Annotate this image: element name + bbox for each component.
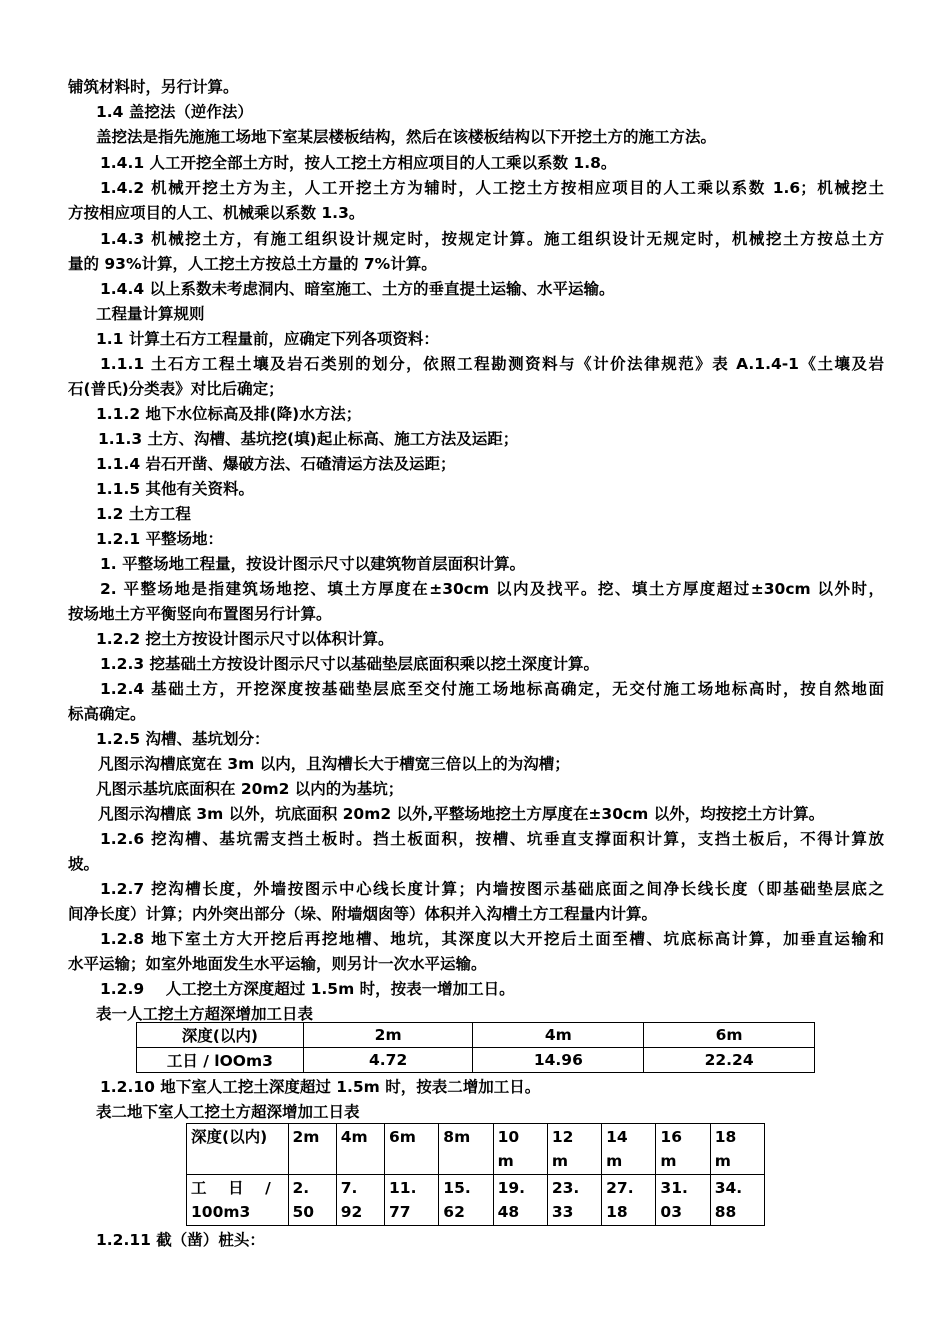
table-cell bbox=[710, 1175, 764, 1226]
table-header-cell bbox=[547, 1124, 601, 1175]
paragraph-line: 凡图示沟槽底宽在 3m 以内，且沟槽长大于槽宽三倍以上的为沟槽； bbox=[98, 755, 570, 773]
cell-line: 33 bbox=[551, 1203, 574, 1221]
cell-line: 深度(以内) bbox=[191, 1128, 268, 1146]
table-cell bbox=[656, 1175, 710, 1226]
cell-line: 50 bbox=[292, 1203, 315, 1221]
paragraph-line: 1.2.4 基础土方，开挖深度按基础垫层底至交付施工场地标高确定，无交付施工场地标高时，按自然地面 bbox=[100, 680, 884, 698]
table-header-row bbox=[187, 1124, 765, 1175]
table-cell bbox=[439, 1175, 493, 1226]
cell-line: 19. bbox=[497, 1179, 526, 1197]
table-header-cell: 6m bbox=[644, 1023, 815, 1048]
section-heading: 工程量计算规则 bbox=[96, 305, 205, 323]
table-header-row bbox=[137, 1023, 815, 1048]
table-header-cell bbox=[493, 1124, 547, 1175]
paragraph-line: 1.2.9 人工挖土方深度超过 1.5m 时，按表一增加工日。 bbox=[100, 980, 515, 998]
cell-line: 48 bbox=[497, 1203, 520, 1221]
cell-line: 10 bbox=[497, 1128, 520, 1146]
cell-line: 18 bbox=[714, 1128, 737, 1146]
cell-line: m bbox=[551, 1152, 569, 1170]
paragraph-line: 1.2.11 截（凿）桩头： bbox=[96, 1231, 265, 1249]
paragraph-line: 盖挖法是指先施施工场地下室某层楼板结构，然后在该楼板结构以下开挖土方的施工方法。 bbox=[96, 128, 717, 146]
table-cell bbox=[385, 1175, 439, 1226]
cell-line: 11. bbox=[389, 1179, 417, 1197]
cell-line: 16 bbox=[660, 1128, 682, 1146]
table-cell bbox=[336, 1175, 384, 1226]
cell-line: 03 bbox=[660, 1203, 682, 1221]
paragraph-line: 1.2.7 挖沟槽长度，外墙按图示中心线长度计算；内墙按图示基础底面之间净长线长度（即基础垫层底之 bbox=[100, 880, 884, 898]
paragraph-line: 1.1.5 其他有关资料。 bbox=[96, 480, 255, 498]
table-cell bbox=[187, 1175, 289, 1226]
paragraph-line: 铺筑材料时，另行计算。 bbox=[68, 78, 239, 96]
table-header-cell bbox=[656, 1124, 710, 1175]
cell-line: 6m bbox=[389, 1128, 416, 1146]
section-heading: 1.4 盖挖法（逆作法） bbox=[96, 103, 253, 121]
paragraph-line: 1.2.5 沟槽、基坑划分： bbox=[96, 730, 270, 748]
table-cell bbox=[288, 1175, 336, 1226]
cell-line: 2. bbox=[292, 1179, 310, 1197]
paragraph-line: 1.2.3 挖基础土方按设计图示尺寸以基础垫层底面积乘以挖土深度计算。 bbox=[100, 655, 600, 673]
cell-line: m bbox=[606, 1152, 623, 1170]
cell-line: m bbox=[714, 1152, 731, 1170]
paragraph-line: 坡。 bbox=[68, 855, 100, 873]
cell-line: m bbox=[497, 1152, 514, 1170]
cell-line: 62 bbox=[443, 1203, 465, 1221]
table-header-cell bbox=[439, 1124, 493, 1175]
cell-line: 100m3 bbox=[191, 1203, 251, 1221]
paragraph-line: 凡图示基坑底面积在 20m2 以内的为基坑； bbox=[96, 780, 404, 798]
table-caption: 表一人工挖土方超深增加工日表 bbox=[96, 1005, 314, 1023]
cell-line: 27. bbox=[606, 1179, 634, 1197]
paragraph-line: 标高确定。 bbox=[68, 705, 146, 723]
paragraph-line: 1.2.2 挖土方按设计图示尺寸以体积计算。 bbox=[96, 630, 394, 648]
table-header-cell bbox=[602, 1124, 656, 1175]
table-cell: 工日 / lOOm3 bbox=[137, 1048, 304, 1073]
cell-line: 7. bbox=[340, 1179, 358, 1197]
table-header-cell bbox=[187, 1124, 289, 1175]
cell-line: 31. bbox=[660, 1179, 688, 1197]
table-row bbox=[187, 1175, 765, 1226]
paragraph-line: 凡图示沟槽底 3m 以外，坑底面积 20m2 以外,平整场地挖土方厚度在±30cm 以外，均按挖土方计算。 bbox=[98, 805, 825, 823]
paragraph-line: 1.1.1 土石方工程土壤及岩石类别的划分，依照工程勘测资料与《计价法律规范》表 A.1.4-1《土壤及岩 bbox=[100, 355, 884, 373]
table-cell bbox=[547, 1175, 601, 1226]
paragraph-line: 1.1.4 岩石开凿、爆破方法、石碴清运方法及运距； bbox=[96, 455, 456, 473]
table-header-cell bbox=[336, 1124, 384, 1175]
table-row bbox=[137, 1048, 815, 1073]
section-heading: 1.2 土方工程 bbox=[96, 505, 191, 523]
paragraph-line: 1.1.2 地下水位标高及排(降)水方法； bbox=[96, 405, 362, 423]
paragraph-line: 量的 93%计算，人工挖土方按总土方量的 7%计算。 bbox=[68, 255, 437, 273]
table-caption: 表二地下室人工挖土方超深增加工日表 bbox=[96, 1103, 360, 1121]
cell-line: 14 bbox=[606, 1128, 628, 1146]
table-header-cell bbox=[385, 1124, 439, 1175]
paragraph-line: 1.1 计算土石方工程量前，应确定下列各项资料： bbox=[96, 330, 439, 348]
cell-line: 工 日 / bbox=[191, 1179, 271, 1197]
cell-line: 15. bbox=[443, 1179, 471, 1197]
cell-line: 18 bbox=[606, 1203, 628, 1221]
paragraph-line: 2. 平整场地是指建筑场地挖、填土方厚度在±30cm 以内及找平。挖、填土方厚度超过±30cm 以外时， bbox=[100, 580, 884, 598]
cell-line: 23. bbox=[551, 1179, 580, 1197]
paragraph-line: 1.2.1 平整场地： bbox=[96, 530, 224, 548]
paragraph-line: 石(普氏)分类表》对比后确定； bbox=[68, 380, 284, 398]
paragraph-line: 1.4.2 机械开挖土方为主，人工开挖土方为辅时，人工挖土方按相应项目的人工乘以系数 1.6；机械挖土 bbox=[100, 179, 884, 197]
table-header-cell: 深度(以内) bbox=[137, 1023, 304, 1048]
table-cell: 4.72 bbox=[303, 1048, 473, 1073]
overdepth-table-2 bbox=[186, 1123, 765, 1226]
table-header-cell: 2m bbox=[303, 1023, 473, 1048]
paragraph-line: 方按相应项目的人工、机械乘以系数 1.3。 bbox=[68, 204, 365, 222]
cell-line: 77 bbox=[389, 1203, 411, 1221]
table-cell bbox=[602, 1175, 656, 1226]
paragraph-line: 1.2.10 地下室人工挖土深度超过 1.5m 时，按表二增加工日。 bbox=[100, 1078, 541, 1096]
paragraph-line: 1.2.6 挖沟槽、基坑需支挡土板时。挡土板面积，按槽、坑垂直支撑面积计算，支挡土板后，不得计算放 bbox=[100, 830, 884, 848]
table-cell: 14.96 bbox=[473, 1048, 644, 1073]
table-header-cell bbox=[710, 1124, 764, 1175]
paragraph-line: 1.4.3 机械挖土方，有施工组织设计规定时，按规定计算。施工组织设计无规定时，机械挖土方按总土方 bbox=[100, 230, 884, 248]
cell-line: m bbox=[660, 1152, 677, 1170]
paragraph-line: 1.4.1 人工开挖全部土方时，按人工挖土方相应项目的人工乘以系数 1.8。 bbox=[100, 154, 617, 172]
cell-line: 4m bbox=[340, 1128, 368, 1146]
paragraph-line: 间净长度）计算；内外突出部分（垛、附墙烟囱等）体积并入沟槽土方工程量内计算。 bbox=[68, 905, 658, 923]
table-cell: 22.24 bbox=[644, 1048, 815, 1073]
paragraph-line: 按场地土方平衡竖向布置图另行计算。 bbox=[68, 605, 332, 623]
cell-line: 34. bbox=[714, 1179, 743, 1197]
paragraph-line: 1.4.4 以上系数未考虑洞内、暗室施工、土方的垂直提土运输、水平运输。 bbox=[100, 280, 615, 298]
table-cell bbox=[493, 1175, 547, 1226]
table-header-cell bbox=[288, 1124, 336, 1175]
cell-line: 12 bbox=[551, 1128, 574, 1146]
paragraph-line: 1.1.3 土方、沟槽、基坑挖(填)起止标高、施工方法及运距； bbox=[98, 430, 519, 448]
cell-line: 88 bbox=[714, 1203, 737, 1221]
paragraph-line: 1. 平整场地工程量，按设计图示尺寸以建筑物首层面积计算。 bbox=[100, 555, 526, 573]
overdepth-table-1 bbox=[136, 1022, 815, 1073]
paragraph-line: 1.2.8 地下室土方大开挖后再挖地槽、地坑，其深度以大开挖后土面至槽、坑底标高计算，加垂直运输和 bbox=[100, 930, 884, 948]
cell-line: 8m bbox=[443, 1128, 471, 1146]
cell-line: 92 bbox=[340, 1203, 363, 1221]
paragraph-line: 水平运输；如室外地面发生水平运输，则另计一次水平运输。 bbox=[68, 955, 487, 973]
cell-line: 2m bbox=[292, 1128, 320, 1146]
table-header-cell: 4m bbox=[473, 1023, 644, 1048]
